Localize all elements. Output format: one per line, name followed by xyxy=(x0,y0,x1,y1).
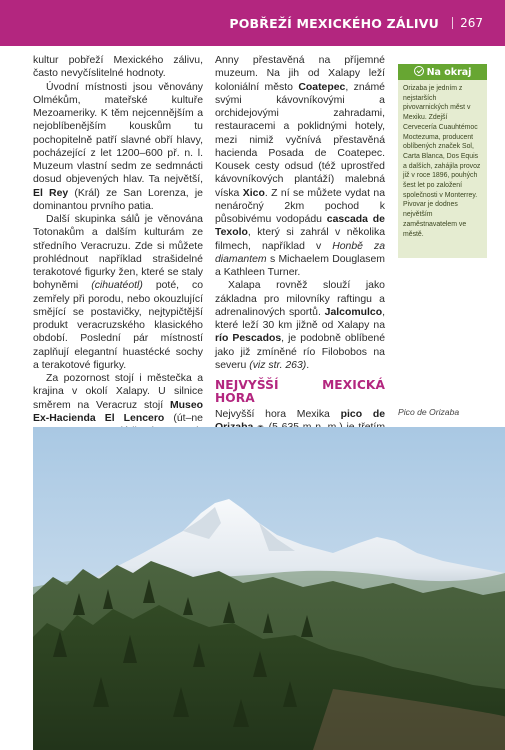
sidebar-header: Na okraj xyxy=(398,66,487,80)
page-number: 267 xyxy=(460,16,483,30)
highlight-texolo: cascada de Texolo xyxy=(215,214,385,239)
running-header-title: POBŘEŽÍ MEXICKÉHO ZÁLIVU xyxy=(229,16,439,31)
highlight-xico: Xico xyxy=(242,187,265,199)
highlight-rio-pescados: río Pescados xyxy=(215,333,282,345)
header-bar xyxy=(0,0,505,46)
mountain-photo xyxy=(33,427,505,750)
highlight-jalcomulco: Jalcomulco xyxy=(324,306,383,318)
highlight-coatepec: Coatepec xyxy=(298,81,346,93)
highlight-pico-orizaba: pico de xyxy=(340,408,386,420)
sidebar-box-na-okraj xyxy=(398,64,487,258)
highlight-museo-lencero: Museo Ex-Hacienda El Lencero xyxy=(33,399,203,424)
section-heading: NEJVYŠŠÍ MEXICKÁ HORA xyxy=(215,378,385,406)
highlight-el-rey: El Rey xyxy=(33,187,69,199)
text-column-left xyxy=(33,54,203,452)
check-circle-icon xyxy=(414,66,424,76)
paragraph: Úvodní místnosti jsou věnovány Olmékům, mateřské kultuře Mezoameriky. K těm nejcennějším a nejoblíbenějším kouskům tu pochopitelně patří slavné obří hlavy, pocházející z let 1200–600 př. n. l. Muzeum vlastní sedm ze sedmnácti dosud objevených hlav. Ta největší, El Rey (Král) ze San Lorenza, je dominantou prvního patia. xyxy=(33,81,203,212)
sidebar-text: Orizaba je jedním z nejstarších pivovarnických měst v Mexiku. Zdejší Cervecería Cuauhtémoc Moctezuma, producent oblíbených značek Sol, Carta Blanca, Dos Equis a dalších, zahájila provoz již v roce 1896, pouhých šest let po založení společnosti v Monterrey. Pivovar je dodnes největším zaměstnavatelem ve městě. xyxy=(403,85,481,238)
text-column-right xyxy=(215,54,385,487)
paragraph: Další skupinka sálů je věnována Totonakům a dalším kulturám ze středního Veracruzu. Zde si můžete prohlédnout například strašidelné terakotové figurky žen, které se staly bohyněmi (cihuatéotl) poté, co zemřely při porodu, nebo okouzlující smějící se postavičky, nejtypičtější produkt veracruzského klasického období. Poslední pár místností zaplňují elegantní huastécké sochy a terakotové figurky. xyxy=(33,214,203,371)
header-divider xyxy=(452,17,453,29)
paragraph: kultur pobřeží Mexického zálivu, často nevyčíslitelné hodnoty. xyxy=(33,55,203,80)
paragraph: Anny přestavěná na příjemné muzeum. Na jih od Xalapy leží koloniální město Coatepec, známé svými kávovníkovými a orchidejovými zahradami, restauracemi a poklidnými hotely, mezi nimiž vyčnívá přestavěná hacienda Posada de Coatepec. Kousek cesty odsud (též uprostřed kávovníkových plantáží) malebná víska Xico. Z ní se můžete vydat na nenáročný 2km pochod k působivému vodopádu cascada de Texolo, který si zahrál v několika filmech, například v Honbě za diamantem s Michaelem Douglasem a Kathleen Turner. xyxy=(215,55,386,278)
paragraph: Za pozornost stojí i městečka a krajina v okolí Xalapy. U silnice směrem na Veracruz stojí Museo Ex-Hacienda El Lencero (út–ne xyxy=(33,373,203,424)
photo-caption: Pico de Orizaba xyxy=(398,407,460,417)
paragraph: Nejvyšší hora Mexika pico de xyxy=(215,408,385,488)
paragraph: Xalapa rovněž slouží jako základna pro milovníky raftingu a adrenalinových sportů. Jalcomulco, které leží 30 km jižně od Xalapy na río Pescados, je podobně oblíbené jako již zmíněné río Filobobos na severu (viz str. 263). xyxy=(215,280,386,371)
